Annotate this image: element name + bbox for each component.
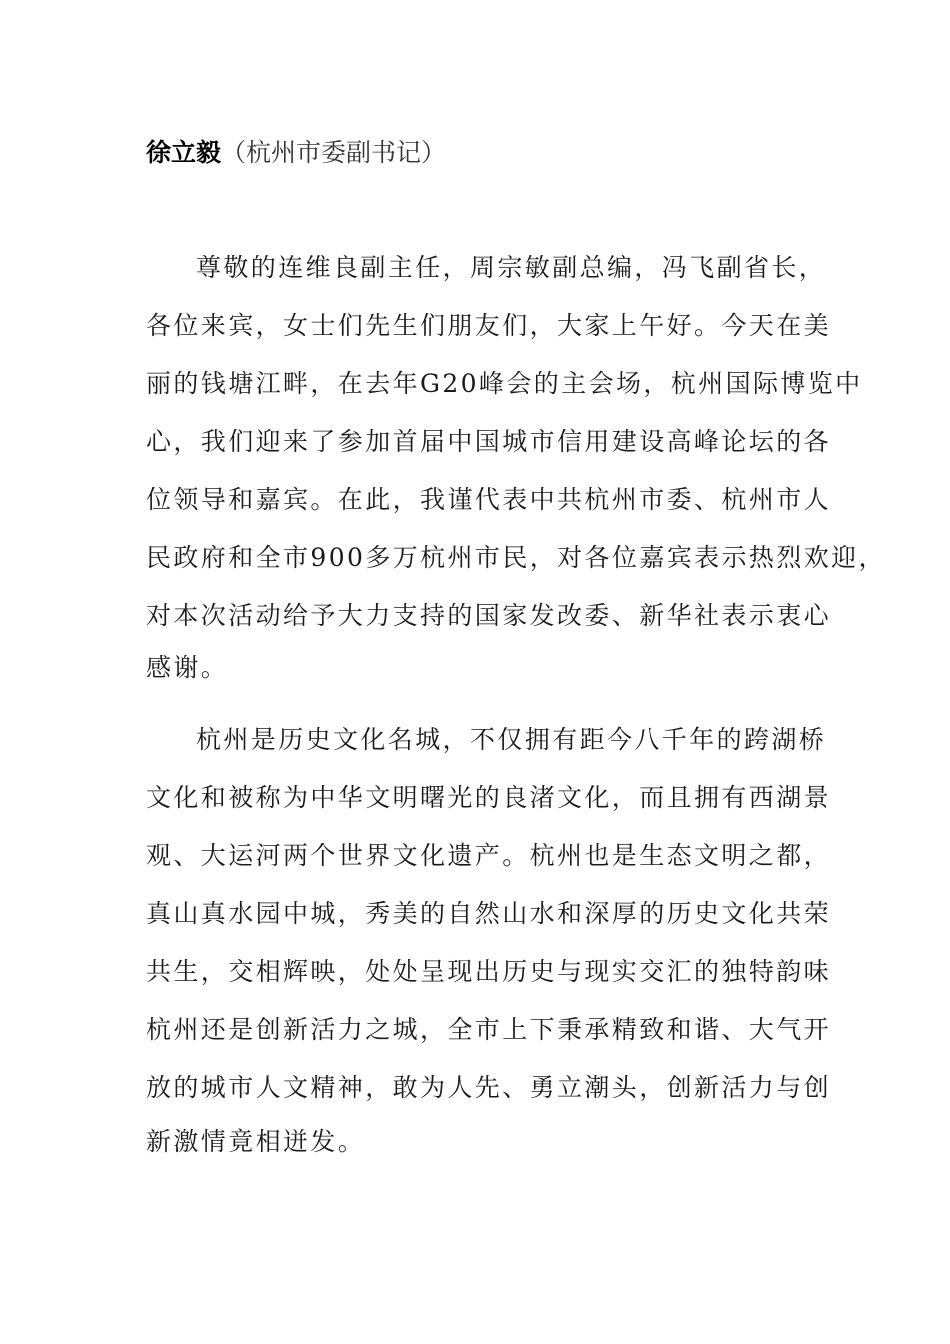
- paragraph-line: 各位来宾，女士们先生们朋友们，大家上午好。今天在美: [146, 311, 832, 340]
- paragraph-line: 丽的钱塘江畔，在去年G20峰会的主会场，杭州国际博览中: [146, 369, 863, 398]
- speaker-role: （杭州市委副书记）: [221, 138, 447, 167]
- paragraph-line: 感谢。: [146, 653, 229, 682]
- paragraph-line: 共生，交相辉映，处处呈现出历史与现实交汇的独特韵味: [146, 957, 832, 986]
- paragraph-line: 民政府和全市900多万杭州市民，对各位嘉宾表示热烈欢迎，: [146, 543, 886, 572]
- paragraph-line: 杭州是历史文化名城，不仅拥有距今八千年的跨湖桥: [196, 725, 827, 754]
- paragraph-line: 文化和被称为中华文明曙光的良渚文化，而且拥有西湖景: [146, 783, 832, 812]
- paragraph-line: 对本次活动给予大力支持的国家发改委、新华社表示衷心: [146, 601, 832, 630]
- speaker-name: 徐立毅: [146, 138, 222, 167]
- paragraph-line: 杭州还是创新活力之城，全市上下秉承精致和谐、大气开: [146, 1015, 832, 1044]
- paragraph-line: 心，我们迎来了参加首届中国城市信用建设高峰论坛的各: [146, 427, 832, 456]
- speaker-heading: [146, 133, 446, 173]
- paragraph-line: 新激情竟相迸发。: [146, 1127, 366, 1156]
- paragraph-line: 位领导和嘉宾。在此，我谨代表中共杭州市委、杭州市人: [146, 485, 832, 514]
- paragraph-line: 真山真水园中城，秀美的自然山水和深厚的历史文化共荣: [146, 899, 832, 928]
- paragraph-line: 尊敬的连维良副主任，周宗敏副总编，冯飞副省长，: [196, 253, 827, 282]
- paragraph-line: 观、大运河两个世界文化遗产。杭州也是生态文明之都，: [146, 841, 832, 870]
- paragraph-line: 放的城市人文精神，敢为人先、勇立潮头，创新活力与创: [146, 1073, 832, 1102]
